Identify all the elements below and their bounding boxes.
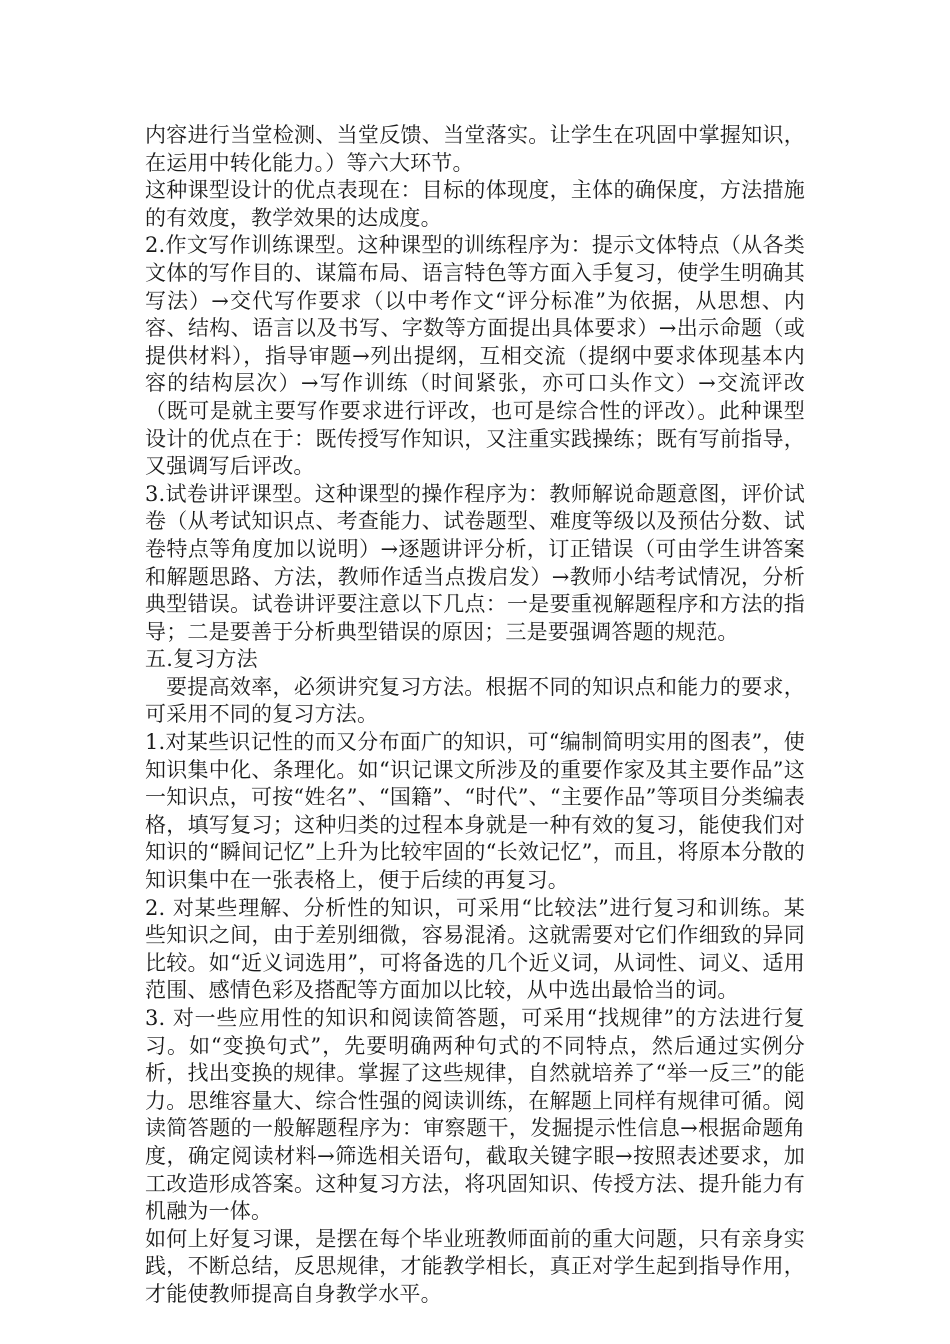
- paragraph-method-pattern: 3. 对一些应用性的知识和阅读简答题，可采用“找规律”的方法进行复习。如“变换句式”，先要明确两种句式的不同特点，然后通过实例分析，找出变换的规律。掌握了这些规律，自然就培养了“举一反三”的能力。思维容量大、综合性强的阅读训练，在解题上同样有规律可循。阅读简答题的一般解题程序为：审察题干，发掘提示性信息→根据命题角度，确定阅读材料→筛选相关语句，截取关键字眼→按照表述要求，加工改造形成答案。这种复习方法，将巩固知识、传授方法、提升能力有机融为一体。: [145, 1006, 805, 1224]
- paragraph-method-chart: 1.对某些识记性的而又分布面广的知识，可“编制简明实用的图表”，使知识集中化、条理化。如“识记课文所涉及的重要作家及其主要作品”这一知识点，可按“姓名”、“国籍”、“时代”、“主要作品”等项目分类编表格，填写复习；这种归类的过程本身就是一种有效的复习，能使我们对知识的“瞬间记忆”上升为比较牢固的“长效记忆”，而且，将原本分散的知识集中在一张表格上，便于后续的再复习。: [145, 730, 805, 893]
- paragraph-test-review-lesson: 3.试卷讲评课型。这种课型的操作程序为：教师解说命题意图，评价试卷（从考试知识点、考查能力、试卷题型、难度等级以及预估分数、试卷特点等角度加以说明）→逐题讲评分析，订正错误（可由学生讲答案和解题思路、方法，教师作适当点拨启发）→教师小结考试情况，分析典型错误。试卷讲评要注意以下几点：一是要重视解题程序和方法的指导；二是要善于分析典型错误的原因；三是要强调答题的规范。: [145, 481, 805, 644]
- paragraph-design-advantages: 这种课型设计的优点表现在：目标的体现度，主体的确保度，方法措施的有效度，教学效果的达成度。: [145, 178, 805, 230]
- paragraph-method-compare: 2. 对某些理解、分析性的知识，可采用“比较法”进行复习和训练。某些知识之间，由于差别细微，容易混淆。这就需要对它们作细致的异同比较。如“近义词选用”，可将备选的几个近义词，从词性、词义、适用范围、感情色彩及搭配等方面加以比较，从中选出最恰当的词。: [145, 895, 805, 1003]
- section-heading-review-methods: 五.复习方法: [145, 647, 258, 672]
- document-body: [145, 122, 805, 1309]
- paragraph-conclusion: 如何上好复习课，是摆在每个毕业班教师面前的重大问题，只有亲身实践，不断总结，反思规律，才能教学相长，真正对学生起到指导作用，才能使教师提高自身教学水平。: [145, 1226, 805, 1306]
- paragraph-writing-lesson: 2.作文写作训练课型。这种课型的训练程序为：提示文体特点（从各类文体的写作目的、谋篇布局、语言特色等方面入手复习，使学生明确其写法）→交代写作要求（以中考作文“评分标准”为依据，从思想、内容、结构、语言以及书写、字数等方面提出具体要求）→出示命题（或提供材料），指导审题→列出提纲，互相交流（提纲中要求体现基本内容的结构层次）→写作训练（时间紧张，亦可口头作文）→交流评改（既可是就主要写作要求进行评改，也可是综合性的评改）。此种课型设计的优点在于：既传授写作知识，又注重实践操练；既有写前指导，又强调写后评改。: [145, 233, 805, 479]
- paragraph-review-intro: 要提高效率，必须讲究复习方法。根据不同的知识点和能力的要求，可采用不同的复习方法。: [145, 674, 805, 727]
- paragraph-classroom-steps: 内容进行当堂检测、当堂反馈、当堂落实。让学生在巩固中掌握知识，在运用中转化能力。）等六大环节。: [145, 123, 805, 175]
